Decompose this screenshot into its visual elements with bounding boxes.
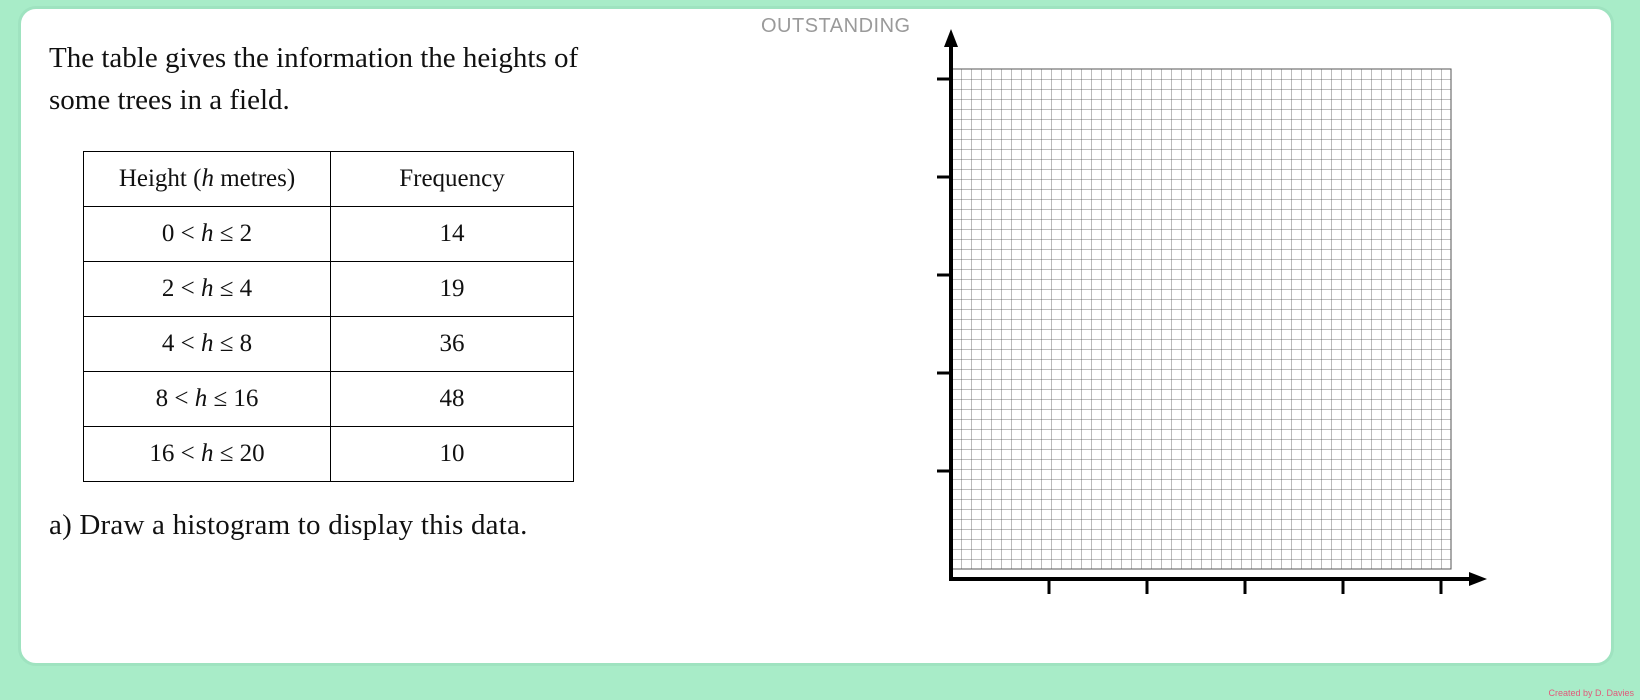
table-row	[84, 317, 574, 372]
table-row	[84, 427, 574, 482]
header-height-post: metres)	[213, 165, 296, 192]
interval-pre: 2 <	[161, 275, 201, 302]
header-height-pre: Height (	[118, 165, 202, 192]
y-axis-arrow	[944, 29, 958, 47]
table-cell-interval	[84, 427, 331, 482]
interval-pre: 4 <	[161, 330, 201, 357]
table-cell-frequency: 48	[331, 372, 574, 427]
table-cell-interval	[84, 317, 331, 372]
table-header-row	[84, 152, 574, 207]
watermark-text: OUTSTANDING	[761, 15, 911, 37]
interval-pre: 16 <	[149, 440, 201, 467]
author-credit: Created by D. Davies	[1548, 688, 1634, 698]
table-header-height	[84, 152, 331, 207]
table-cell-frequency: 10	[331, 427, 574, 482]
interval-post: ≤ 2	[213, 220, 253, 247]
table-header-frequency: Frequency	[331, 152, 574, 207]
question-line-2: some trees in a field.	[49, 84, 290, 117]
table-row	[84, 262, 574, 317]
table-cell-frequency: 19	[331, 262, 574, 317]
interval-pre: 0 <	[161, 220, 201, 247]
interval-post: ≤ 4	[213, 275, 253, 302]
interval-post: ≤ 20	[213, 440, 265, 467]
interval-pre: 8 <	[155, 385, 195, 412]
histogram-grid-area	[911, 19, 1511, 619]
table-cell-interval	[84, 262, 331, 317]
interval-variable: h	[200, 220, 214, 247]
table-cell-interval	[84, 207, 331, 262]
header-height-variable: h	[201, 165, 214, 192]
interval-post: ≤ 16	[207, 385, 259, 412]
part-a-instruction: a) Draw a histogram to display this data.	[49, 509, 528, 541]
table-cell-frequency: 14	[331, 207, 574, 262]
interval-post: ≤ 8	[213, 330, 253, 357]
table-row	[84, 372, 574, 427]
histogram-axes-svg	[911, 19, 1511, 619]
question-line-1: The table gives the information the heights of	[49, 42, 579, 74]
table-cell-interval	[84, 372, 331, 427]
table-row	[84, 207, 574, 262]
table-cell-frequency: 36	[331, 317, 574, 372]
interval-variable: h	[200, 275, 214, 302]
interval-variable: h	[200, 330, 214, 357]
interval-variable: h	[194, 385, 208, 412]
interval-variable: h	[200, 440, 214, 467]
grid-region	[951, 69, 1451, 569]
frequency-table	[83, 151, 574, 482]
question-statement	[49, 37, 729, 121]
slide-canvas	[18, 6, 1614, 666]
x-axis-arrow	[1469, 572, 1487, 586]
